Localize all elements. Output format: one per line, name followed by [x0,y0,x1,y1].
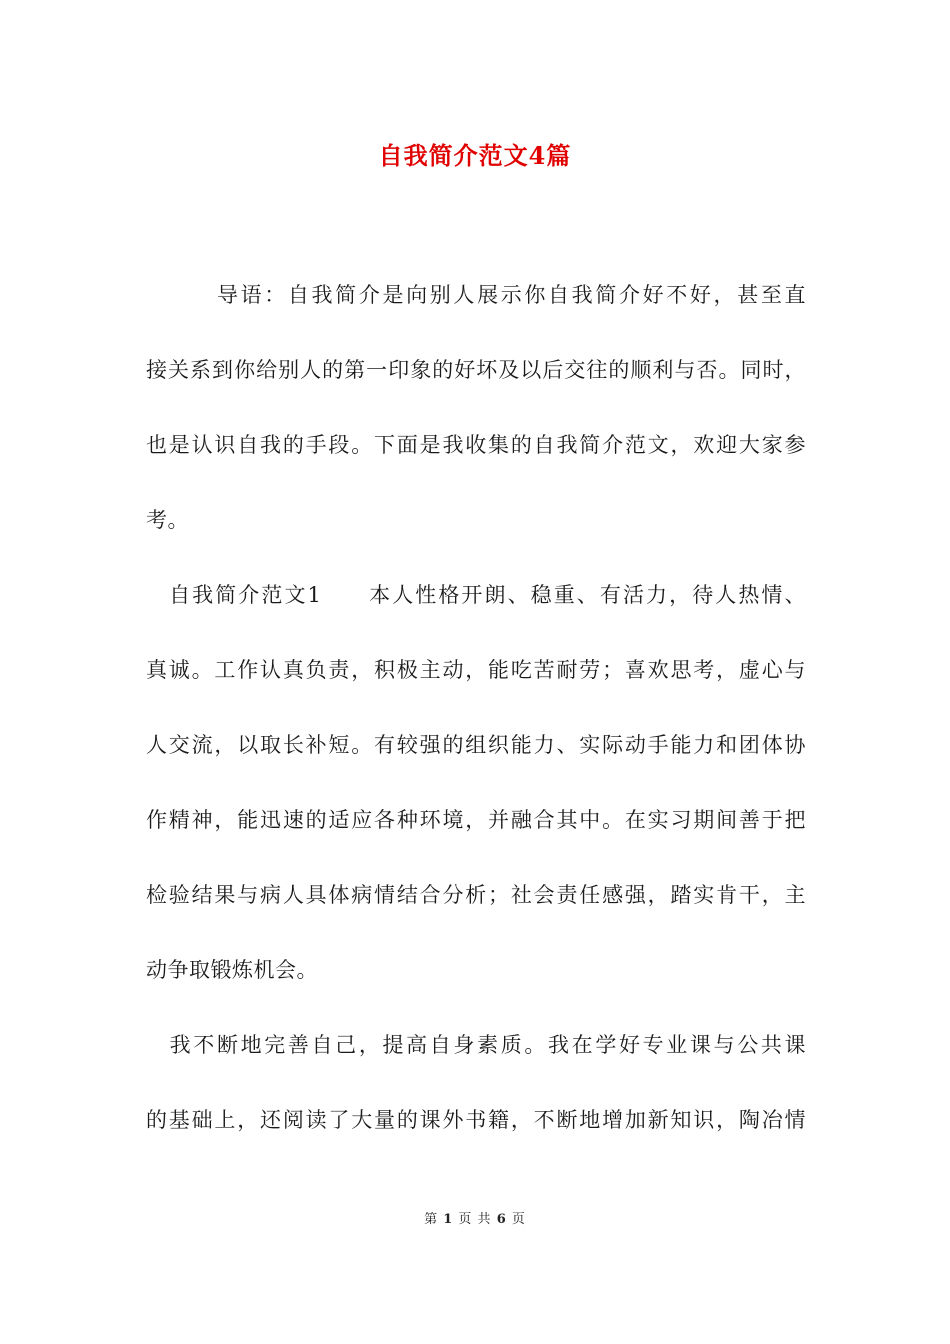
footer-middle: 页 共 [458,1212,492,1227]
text-line: 的基础上，还阅读了大量的课外书籍，不断地增加新知识，陶冶情 [146,1108,806,1132]
text-line: 接关系到你给别人的第一印象的好坏及以后交往的顺利与否。同时， [146,358,806,382]
current-page-number: 1 [443,1212,454,1227]
text-line: 我不断地完善自己，提高自身素质。我在学好专业课与公共课 [146,1033,806,1057]
document-title: 自我简介范文4篇 [378,141,572,170]
text-line: 动争取锻炼机会。 [146,958,318,982]
text-line: 自我简介范文1 本人性格开朗、稳重、有活力，待人热情、 [146,583,806,607]
footer-prefix: 第 [424,1212,439,1227]
footer-suffix: 页 [511,1212,526,1227]
text-line: 也是认识自我的手段。下面是我收集的自我简介范文，欢迎大家参 [146,433,806,457]
text-line: 作精神，能迅速的适应各种环境，并融合其中。在实习期间善于把 [146,808,806,832]
document-body [146,280,806,1180]
text-line: 真诚。工作认真负责，积极主动，能吃苦耐劳；喜欢思考，虚心与 [146,658,806,682]
total-page-count: 6 [496,1212,507,1227]
text-line: 检验结果与病人具体病情结合分析；社会责任感强，踏实肯干，主 [146,883,806,907]
text-line: 导语：自我简介是向别人展示你自我简介好不好，甚至直 [146,283,806,307]
page-footer [0,1208,950,1227]
text-line: 考。 [146,508,189,532]
text-line: 人交流，以取长补短。有较强的组织能力、实际动手能力和团体协 [146,733,806,757]
